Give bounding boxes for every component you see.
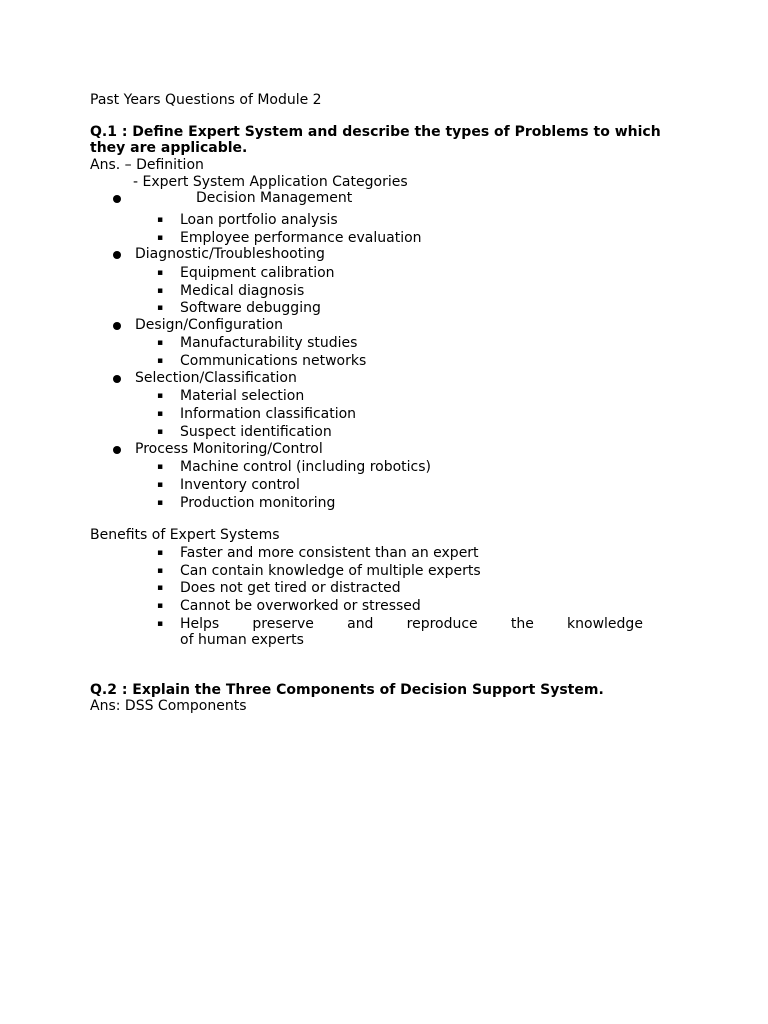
- category-item: Inventory control: [180, 477, 300, 493]
- answer-1-definition: Ans. – Definition: [90, 157, 204, 173]
- category-item: Software debugging: [180, 300, 321, 316]
- item-bullet: ▪: [157, 619, 164, 629]
- item-bullet: ▪: [157, 233, 164, 243]
- item-bullet: ▪: [157, 356, 164, 366]
- document-heading: Past Years Questions of Module 2: [90, 92, 322, 108]
- benefit-word: reproduce: [406, 616, 478, 632]
- item-bullet: ▪: [157, 409, 164, 419]
- benefit-item-continuation: of human experts: [180, 632, 304, 648]
- item-bullet: ▪: [157, 583, 164, 593]
- item-bullet: ▪: [157, 427, 164, 437]
- item-bullet: ▪: [157, 338, 164, 348]
- category-bullet: [113, 322, 121, 330]
- item-bullet: ▪: [157, 215, 164, 225]
- benefit-item: Faster and more consistent than an expert: [180, 545, 479, 561]
- category-bullet: [113, 251, 121, 259]
- benefit-word: and: [347, 616, 374, 632]
- category-label: Process Monitoring/Control: [135, 441, 323, 457]
- category-item: Employee performance evaluation: [180, 230, 422, 246]
- category-label: Decision Management: [196, 190, 353, 206]
- item-bullet: ▪: [157, 462, 164, 472]
- category-item: Loan portfolio analysis: [180, 212, 338, 228]
- question-2-line-1: Q.2 : Explain the Three Components of Decision Support System.: [90, 682, 604, 698]
- benefit-word: preserve: [252, 616, 314, 632]
- benefits-heading: Benefits of Expert Systems: [90, 527, 280, 543]
- category-label: Selection/Classification: [135, 370, 297, 386]
- category-bullet: [113, 446, 121, 454]
- question-1-line-1: Q.1 : Define Expert System and describe the types of Problems to which: [90, 124, 661, 140]
- item-bullet: ▪: [157, 480, 164, 490]
- benefit-item: Does not get tired or distracted: [180, 580, 401, 596]
- item-bullet: ▪: [157, 286, 164, 296]
- question-1-line-2: they are applicable.: [90, 140, 248, 156]
- category-label: Diagnostic/Troubleshooting: [135, 246, 325, 262]
- item-bullet: ▪: [157, 391, 164, 401]
- category-item: Information classification: [180, 406, 357, 422]
- category-item: Production monitoring: [180, 495, 336, 511]
- category-bullet: [113, 195, 121, 203]
- item-bullet: ▪: [157, 601, 164, 611]
- item-bullet: ▪: [157, 268, 164, 278]
- answer-1-subheading: - Expert System Application Categories: [133, 174, 408, 190]
- category-item: Machine control (including robotics): [180, 459, 432, 475]
- benefit-word: knowledge: [567, 616, 643, 632]
- benefit-item: Can contain knowledge of multiple experts: [180, 563, 481, 579]
- item-bullet: ▪: [157, 548, 164, 558]
- item-bullet: ▪: [157, 498, 164, 508]
- category-label: Design/Configuration: [135, 317, 283, 333]
- category-item: Communications networks: [180, 353, 367, 369]
- category-item: Equipment calibration: [180, 265, 335, 281]
- category-bullet: [113, 375, 121, 383]
- item-bullet: ▪: [157, 303, 164, 313]
- item-bullet: ▪: [157, 566, 164, 576]
- category-item: Suspect identification: [180, 424, 332, 440]
- category-item: Material selection: [180, 388, 305, 404]
- benefit-word: Helps: [180, 616, 220, 632]
- benefit-item-justified: [180, 616, 643, 633]
- answer-2: Ans: DSS Components: [90, 698, 247, 714]
- category-item: Manufacturability studies: [180, 335, 358, 351]
- category-item: Medical diagnosis: [180, 283, 305, 299]
- benefit-word: the: [510, 616, 534, 632]
- benefit-item: Cannot be overworked or stressed: [180, 598, 421, 614]
